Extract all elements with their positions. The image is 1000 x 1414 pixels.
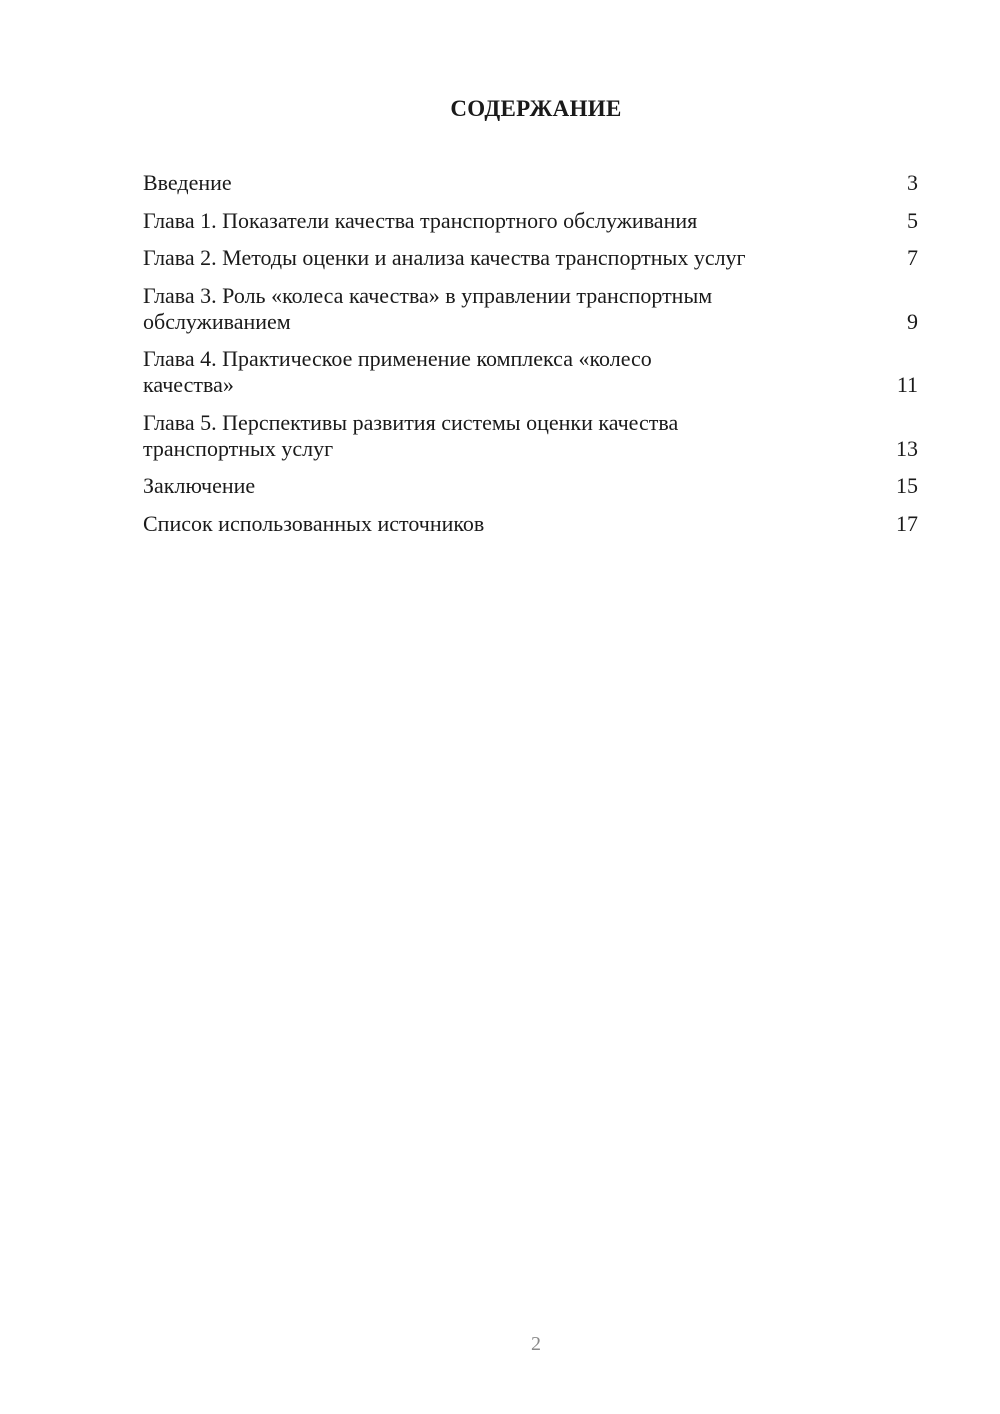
toc-entry-title: Список использованных источников (143, 510, 485, 536)
toc-entry-title: Глава 5. Перспективы развития системы оценки качества транспортных услуг (143, 409, 679, 461)
toc-entry (143, 170, 918, 196)
toc-entry-page: 9 (907, 308, 918, 334)
toc-entry-page: 5 (907, 207, 918, 233)
page-title: СОДЕРЖАНИЕ (450, 96, 622, 121)
toc-entry (143, 283, 918, 335)
toc-entry (143, 410, 918, 462)
toc-entry-title: Заключение (143, 473, 256, 498)
toc-entry-page: 11 (896, 372, 918, 397)
toc-entry-page: 17 (896, 510, 918, 536)
toc-entry (143, 346, 918, 398)
page-number: 2 (531, 1333, 541, 1355)
table-of-contents (143, 170, 918, 548)
toc-entry-title: Глава 2. Методы оценки и анализа качества транспортных услуг (143, 245, 746, 270)
toc-entry-page: 13 (896, 435, 918, 461)
toc-entry-title: Глава 4. Практическое применение комплекса «колесо качества» (143, 346, 652, 397)
toc-entry-title: Глава 3. Роль «колеса качества» в управлении транспортным обслуживанием (143, 282, 713, 334)
toc-entry-title: Введение (143, 170, 232, 195)
toc-entry (143, 208, 918, 234)
toc-entry-page: 3 (907, 170, 918, 195)
toc-entry-page: 15 (896, 473, 918, 498)
toc-entry (143, 511, 918, 537)
toc-entry-page: 7 (907, 245, 918, 270)
toc-entry (143, 245, 918, 271)
toc-entry (143, 473, 918, 499)
toc-entry-title: Глава 1. Показатели качества транспортного обслуживания (143, 207, 698, 233)
